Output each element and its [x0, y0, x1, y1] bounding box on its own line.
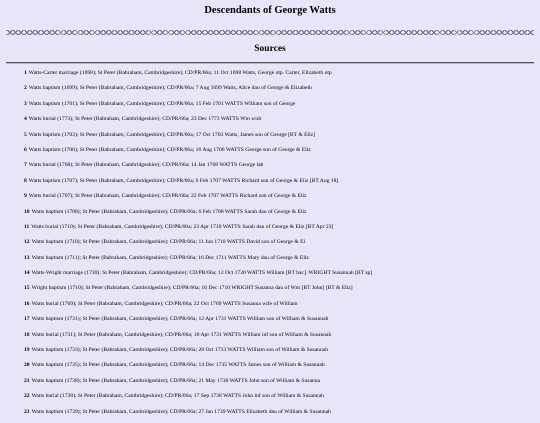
- source-item: [24, 115, 536, 130]
- source-item: [24, 346, 536, 361]
- source-text: Watts baptism (1735); St Peter (Babraham, Cambridgeshire); CD/PR/66a; 14 Dec 1735 WATTS James son of William & Susannah: [31, 362, 325, 369]
- source-text: Watts burial (1773); St Peter (Babraham, Cambridgeshire); CD/PR/66a; 23 Dec 1773 WATTS Wm widr: [28, 116, 262, 123]
- source-item: [24, 361, 536, 376]
- source-number: 20: [24, 362, 30, 369]
- source-text: Watts burial (1738); St Peter (Babraham, Cambridgeshire); CD/PR/66a; 17 Sep 1738 WATTS John inf son of William & Susannah: [31, 393, 324, 400]
- source-item: [24, 284, 536, 299]
- source-number: 14: [24, 270, 30, 277]
- source-item: [24, 331, 536, 346]
- horizontal-rule: [6, 62, 534, 64]
- source-number: 18: [24, 331, 30, 338]
- source-text: Watts baptism (1708); St Peter (Babraham, Cambridgeshire); CD/PR/66a; 6 Feb 1708 WATTS Sarah dau of George & Eliz: [31, 208, 307, 215]
- source-number: 17: [24, 316, 30, 323]
- source-number: 5: [24, 131, 27, 138]
- source-text: Watts burial (1768); St Peter (Babraham, Cambridgeshire); CD/PR/66a; 14 Jan 1768 WATTS George lab: [28, 162, 264, 169]
- source-text: Watts baptism (1733); St Peter (Babraham, Cambridgeshire); CD/PR/66a; 28 Oct 1733 WATTS William son of William & Susannah: [31, 347, 329, 354]
- decorative-divider: [6, 30, 534, 35]
- source-text: Watts burial (1769); St Peter (Babraham, Cambridgeshire); CD/PR/66a; 22 Oct 1769 WATTS Susanna wife of William: [31, 300, 298, 307]
- source-number: 23: [24, 408, 30, 415]
- source-item: [24, 208, 536, 223]
- source-item: [24, 146, 536, 161]
- source-number: 10: [24, 208, 30, 215]
- source-text: Watts-Wright marriage (1730); St Peter (Babraham, Cambridgeshire); CD/PR/66a; 12 Oct 1730 WATTS William [BT bac]. WRIGHT Susannah [BT sp]: [31, 270, 373, 277]
- source-item: [24, 84, 536, 99]
- source-item: [24, 192, 536, 207]
- source-number: 9: [24, 193, 27, 200]
- source-item: [24, 392, 536, 407]
- source-item: [24, 315, 536, 330]
- section-title: Sources: [254, 44, 286, 54]
- page-title: Descendants of George Watts: [204, 5, 336, 16]
- source-text: Watts baptism (1701); St Peter (Babraham, Cambridgeshire); CD/PR/66a; 15 Feb 1701 WATTS William son of George: [28, 100, 296, 107]
- source-text: Watts baptism (1738); St Peter (Babraham, Cambridgeshire); CD/PR/66a; 21 May 1738 WATTS John son of William & Susanna: [31, 377, 321, 384]
- source-item: [24, 100, 536, 115]
- source-item: [24, 408, 536, 423]
- source-text: Watts baptism (1706); St Peter (Babraham, Cambridgeshire); CD/PR/66a; 16 Aug 1706 WATTS George son of George & Eliz: [28, 146, 311, 153]
- source-text: Watts burial (1710); St Peter (Babraham, Cambridgeshire); CD/PR/66a; 23 Apr 1710 WATTS Sarah dau of George & Eliz [BT Apr 23]: [31, 223, 334, 230]
- source-number: 7: [24, 162, 27, 169]
- source-number: 1: [24, 70, 27, 76]
- source-item: [24, 238, 536, 253]
- source-text: Watts burial (1707); St Peter (Babraham, Cambridgeshire); CD/PR/66a; 22 Feb 1707 WATTS Richard son of George & Eliz: [28, 193, 307, 200]
- source-text: Watts baptism (1731); St Peter (Babraham, Cambridgeshire); CD/PR/66a; 12 Apr 1731 WATTS William son of William & Susannah: [31, 316, 329, 323]
- source-number: 21: [24, 377, 30, 384]
- source-item: [24, 177, 536, 192]
- source-text: Watts baptism (1710); St Peter (Babraham, Cambridgeshire); CD/PR/66a; 11 Jun 1710 WATTS David son of George & El: [31, 239, 306, 246]
- source-text: Wright baptism (1710); St Peter (Babraham, Cambridgeshire); CD/PR/66a; 16 Dec 1710 WRIGHT Susanna dau of Wm [BT John] [BT & Eliz]: [31, 285, 353, 292]
- source-text: Watts-Carter marriage (1698); St Peter (Babraham, Cambridgeshire); CD/PR/66a; 11 Oct 1698 Watts, George otp. Carter, Elizabeth otp: [28, 70, 332, 76]
- source-text: Watts baptism (1707); St Peter (Babraham, Cambridgeshire); CD/PR/66a; 6 Feb 1707 WATTS Richard son of George & Eliz [BT Aug 18]: [28, 177, 339, 184]
- source-item: [24, 300, 536, 315]
- source-number: 8: [24, 177, 27, 184]
- source-item: [24, 69, 536, 84]
- source-text: Watts baptism (1703); St Peter (Babraham, Cambridgeshire); CD/PR/66a; 17 Oct 1703 Watts, James son of George [BT & Eliz]: [28, 131, 315, 138]
- source-item: [24, 377, 536, 392]
- source-item: [24, 223, 536, 238]
- source-number: 2: [24, 85, 27, 92]
- source-item: [24, 131, 536, 146]
- source-item: [24, 254, 536, 269]
- sources-list: [24, 69, 536, 423]
- source-number: 15: [24, 285, 30, 292]
- source-number: 3: [24, 100, 27, 107]
- source-number: 11: [24, 223, 30, 230]
- source-number: 19: [24, 347, 30, 354]
- source-item: [24, 161, 536, 176]
- source-item: [24, 269, 536, 284]
- source-number: 22: [24, 393, 30, 400]
- source-number: 13: [24, 254, 30, 261]
- source-number: 6: [24, 146, 27, 153]
- source-text: Watts baptism (1699); St Peter (Babraham, Cambridgeshire); CD/PR/66a; 7 Aug 1699 Watts, Alice dau of George & Elizabeth: [28, 85, 312, 92]
- source-text: Watts baptism (1711); St Peter (Babraham, Cambridgeshire); CD/PR/66a; 16 Dec 1711 WATTS Mary dau of George & Eliz: [31, 254, 309, 261]
- source-number: 16: [24, 300, 30, 307]
- source-number: 12: [24, 239, 30, 246]
- source-number: 4: [24, 116, 27, 123]
- source-text: Watts baptism (1739); St Peter (Babraham, Cambridgeshire); CD/PR/66a; 27 Jan 1739 WATTS Elizabeth dau of William & Susannah: [31, 408, 331, 415]
- source-text: Watts burial (1731); St Peter (Babraham, Cambridgeshire); CD/PR/66a; 18 Apr 1731 WATTS William inf son of William & Susannah: [31, 331, 332, 338]
